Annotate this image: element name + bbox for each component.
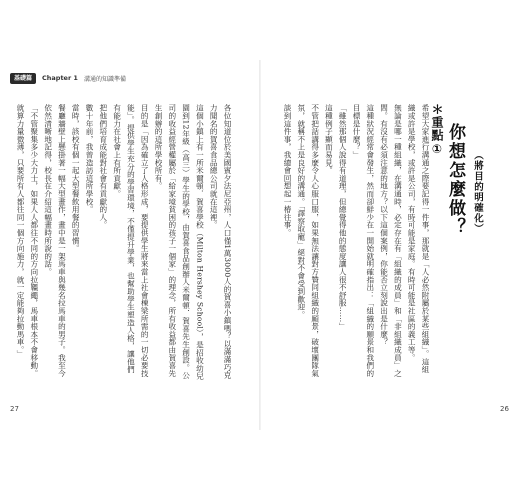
running-header — [10, 72, 126, 84]
paragraph: 數十年前，我曾造訪這所學校。 — [85, 104, 95, 214]
left-page-body — [16, 104, 234, 380]
key-point-text: ＊重點① — [430, 103, 444, 157]
paragraph: 餐廳牆壁上懸掛著一幅大型畫作，畫中是一架馬車與幾名拉馬車的男子。我至今依然清晰地記得，校長在介紹這幅畫時所說的話。 — [43, 104, 67, 377]
paragraph: 這種狀況經常會發生，然而卻鮮少在一開始就明確指出：「組織的願景和我們的目標是什麼？」 — [352, 104, 375, 377]
section-title: 你想怎麼做？ — [445, 123, 465, 237]
right-page-body — [270, 104, 432, 380]
paragraph: 這個小鎮上有一所米爾頓．賀喜學校（Milton Hershey School），是招收幼兒園到12年級（高三）學生的學校，由賀喜食品創辦人米爾頓．賀喜先生創設。公司的收益經營權屬於「給家境貧困的孩子一個家」的理念，所有收益都由賀喜先生創辦的這所學校所有。 — [154, 104, 205, 380]
paragraph: 目的是「因為確立了人格形成，要提供學生將來當上社會棟梁所需的一切必要技能」。提供學生充分的學習環境，不僅提升學業，也幫助學生塑造人格，讓他們有能力在社會上有所貢獻。 — [112, 104, 150, 377]
chapter-title: 溝通的知識準備 — [83, 75, 126, 83]
section-subtitle: （將目的明確化） — [472, 150, 483, 234]
book-gutter — [259, 60, 261, 430]
section-badge: 基礎篇 — [10, 73, 36, 84]
paragraph: 「不管聚集多少大力士，如果人人都往不同的方向拉韁繩，馬車根本不會移動。就算力量微薄，只要所有人都往同一個方向施力，就一定能夠拉動馬車。」 — [16, 104, 39, 377]
paragraph: 「雖然那個人說得有道理，但總覺得他的態度讓人很不舒服……」 — [338, 104, 348, 331]
paragraph: 把他們培育成能對社會有貢獻的人。 — [98, 104, 108, 229]
paragraph: 各位知道位於美國賓夕法尼亞州，人口僅1萬3000人的賀喜小鎮嗎？以滿滿巧克力聞名的賀喜食品總公司就在這裡。 — [209, 104, 232, 379]
page-number-left: 27 — [10, 405, 19, 413]
paragraph: 無論是哪一種組織，在溝通時，必定存在有「組織的成員」和「非組織成員」之間。有沒有必須注意的地方？以下這個案例，你能否立刻說出是什麼？ — [379, 104, 403, 377]
paragraph: 不管把話講得多麼令人心服口服，如果無法讓對方贊同組織的願景，破壞團隊氣氛，就稱不上是良好的溝通。「譯察取寵」絕對不會受到歡迎。 — [296, 104, 320, 377]
paragraph: 當時，該校有個一起大型餐飲用餐的習慣。 — [71, 104, 81, 253]
page-number-right: 26 — [500, 405, 509, 413]
paragraph: 這種例子顯而易見。 — [324, 104, 334, 175]
paragraph: 談到這件事，我總會回想起一椿往事。 — [283, 104, 293, 237]
paragraph: 希望大家進行溝通之際要記得一件事，那就是「人必然附屬於某些組織」。這組織或許是學校，或許是公司，有時可能是家庭。有時可能是社區的義工等。 — [407, 104, 430, 374]
chapter-number: Chapter 1 — [42, 74, 78, 82]
